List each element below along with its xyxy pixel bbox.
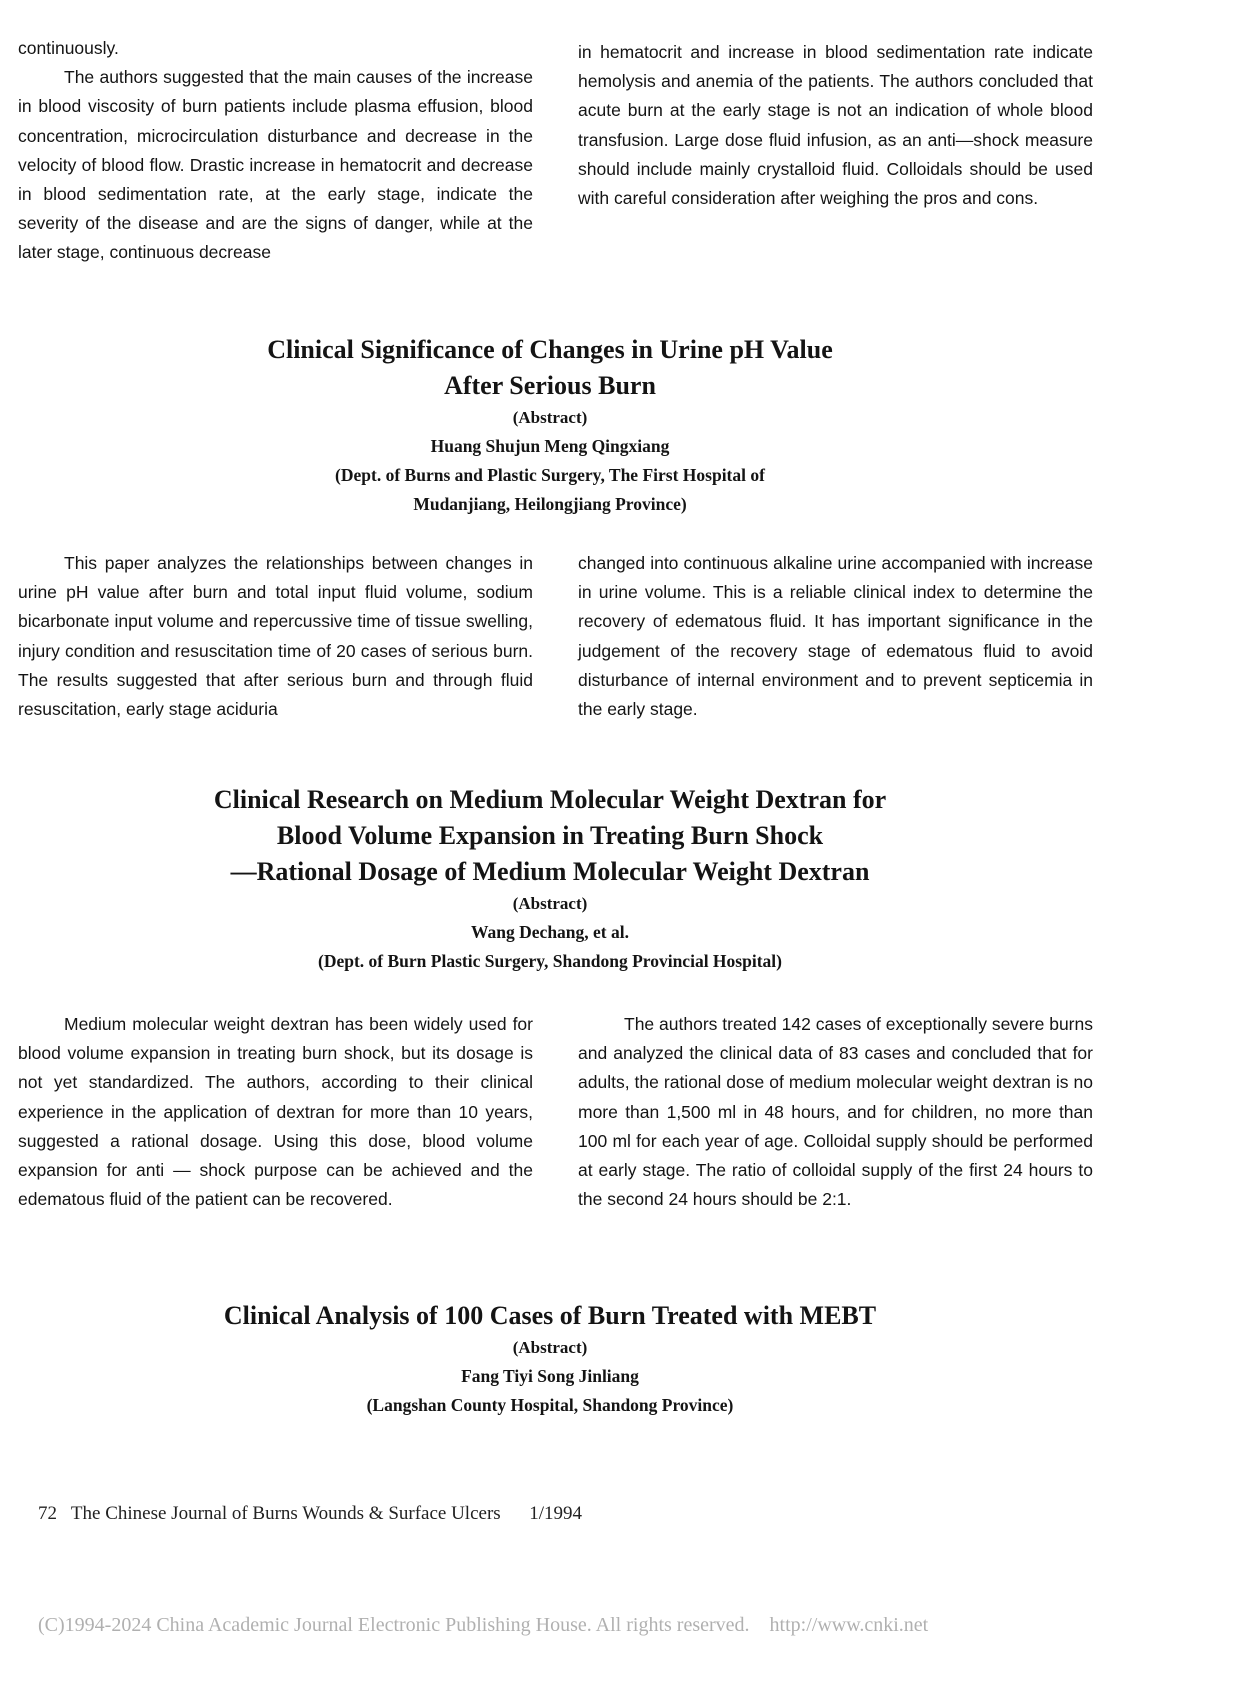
title-line: Clinical Significance of Changes in Urine pH Value: [267, 335, 833, 364]
article-1-right-column: [578, 549, 1093, 724]
prev-article-right-column: [578, 38, 1093, 213]
title-line: —Rational Dosage of Medium Molecular Weight Dextran: [230, 857, 870, 886]
affiliation-line: (Dept. of Burns and Plastic Surgery, The First Hospital of: [335, 465, 765, 485]
article-authors: Huang Shujun Meng Qingxiang: [430, 436, 670, 456]
abstract-label: (Abstract): [512, 408, 588, 427]
affiliation-line: (Dept. of Burn Plastic Surgery, Shandong Provincial Hospital): [318, 951, 782, 971]
page-number: 72: [38, 1503, 57, 1524]
body-paragraph: in hematocrit and increase in blood sedimentation rate indicate hemolysis and anemia of the patients. The authors concluded that acute burn at the early stage is not an indication of whole blood transfusion. Large dose fluid infusion, as an anti—shock measure should include mainly crystalloid fluid. Colloidals should be used with careful consideration after weighing the pros and cons.: [578, 42, 1093, 209]
copyright-text: (C)1994-2024 China Academic Journal Electronic Publishing House. All rights reserved.: [38, 1614, 750, 1636]
abstract-label: (Abstract): [512, 1338, 588, 1357]
journal-name: The Chinese Journal of Burns Wounds & Surface Ulcers: [70, 1503, 501, 1524]
article-affiliation: [0, 947, 1100, 976]
title-line: Clinical Research on Medium Molecular Weight Dextran for: [213, 785, 887, 814]
body-paragraph: This paper analyzes the relationships between changes in urine pH value after burn and total input fluid volume, sodium bicarbonate input volume and repercussive time of tissue swelling, injury condition and resuscitation time of 20 cases of serious burn. The results suggested that after serious burn and through fluid resuscitation, early stage aciduria: [18, 553, 533, 720]
article-authors: Fang Tiyi Song Jinliang: [461, 1366, 639, 1386]
title-line: Clinical Analysis of 100 Cases of Burn Treated with MEBT: [223, 1301, 877, 1330]
title-line: Blood Volume Expansion in Treating Burn Shock: [276, 821, 824, 850]
body-paragraph: The authors treated 142 cases of exceptionally severe burns and analyzed the clinical data of 83 cases and concluded that for adults, the rational dose of medium molecular weight dextran is no more than 1,500 ml in 48 hours, and for children, no more than 100 ml for each year of age. Colloidal supply should be performed at early stage. The ratio of colloidal supply of the first 24 hours to the second 24 hours should be 2:1.: [578, 1014, 1093, 1210]
article-title: [0, 332, 1100, 404]
affiliation-line: (Langshan County Hospital, Shandong Province): [366, 1395, 734, 1415]
abstract-label: (Abstract): [512, 894, 588, 913]
article-3-header: [0, 1298, 1100, 1420]
article-1-left-column: [18, 549, 533, 724]
body-paragraph: continuously.: [18, 38, 119, 58]
article-affiliation: [0, 461, 1100, 519]
copyright-watermark: [38, 1614, 1208, 1637]
body-paragraph: The authors suggested that the main causes of the increase in blood viscosity of burn patients include plasma effusion, blood concentration, microcirculation disturbance and decrease in the velocity of blood flow. Drastic increase in hematocrit and decrease in blood sedimentation rate, at the early stage, indicate the severity of the disease and are the signs of danger, while at the later stage, continuous decrease: [18, 67, 533, 263]
body-paragraph: Medium molecular weight dextran has been widely used for blood volume expansion in treating burn shock, but its dosage is not yet standardized. The authors, according to their clinical experience in the application of dextran for more than 10 years, suggested a rational dosage. Using this dose, blood volume expansion for anti — shock purpose can be achieved and the edematous fluid of the patient can be recovered.: [18, 1014, 533, 1210]
affiliation-line: Mudanjiang, Heilongjiang Province): [413, 494, 687, 514]
article-authors: Wang Dechang, et al.: [471, 922, 629, 942]
article-1-header: [0, 332, 1100, 519]
copyright-url: http://www.cnki.net: [769, 1614, 929, 1636]
title-line: After Serious Burn: [444, 371, 656, 400]
article-2-right-column: [578, 1010, 1093, 1214]
body-paragraph: changed into continuous alkaline urine accompanied with increase in urine volume. This is a reliable clinical index to determine the recovery of edematous fluid. It has important significance in the judgement of the recovery stage of edematous fluid to avoid disturbance of internal environment and to prevent septicemia in the early stage.: [578, 553, 1093, 720]
page-footer: [38, 1503, 582, 1525]
article-title: [0, 1298, 1100, 1334]
article-2-left-column: [18, 1010, 533, 1214]
article-affiliation: [0, 1391, 1100, 1420]
prev-article-left-column: [18, 34, 533, 268]
article-2-header: [0, 782, 1100, 976]
article-title: [0, 782, 1100, 890]
journal-issue: 1/1994: [529, 1503, 582, 1524]
